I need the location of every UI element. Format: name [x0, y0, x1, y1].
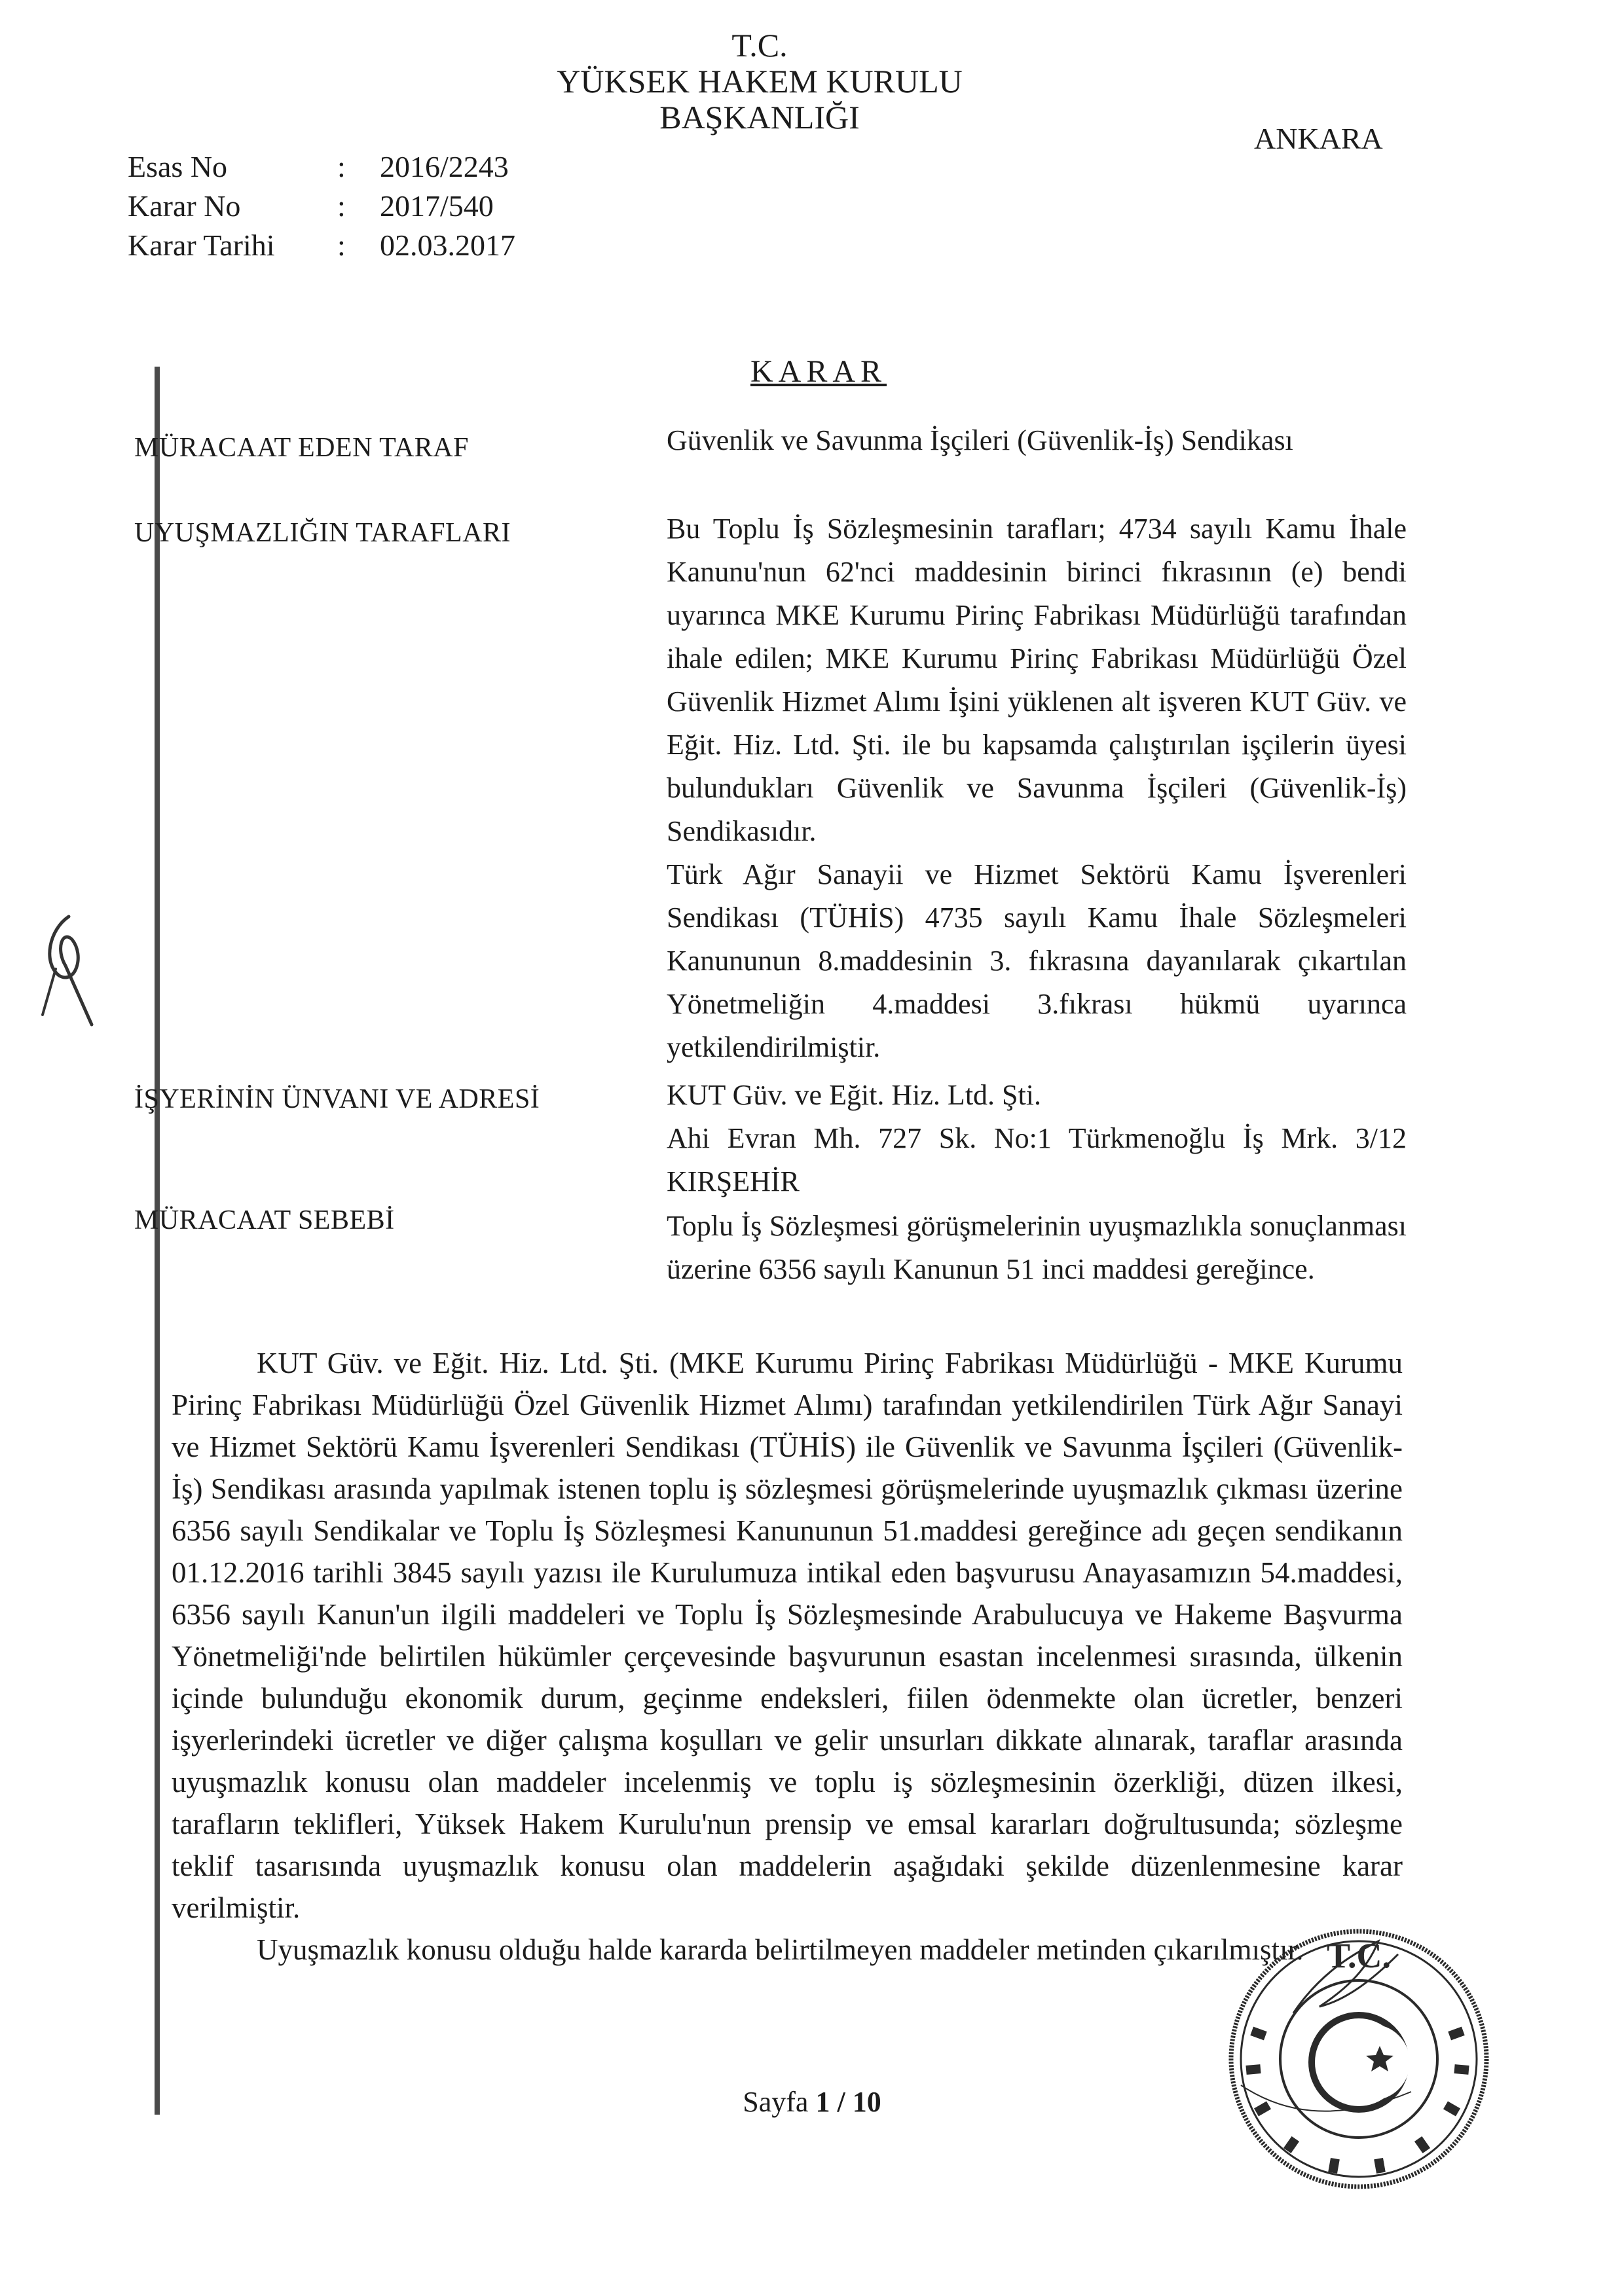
case-meta — [128, 147, 586, 278]
header-institution: YÜKSEK HAKEM KURULU — [557, 63, 963, 100]
esas-colon: : — [337, 150, 346, 183]
karar-label: Karar No — [128, 189, 241, 223]
parties-paragraph-1: Bu Toplu İş Sözleşmesinin tarafları; 4734 sayılı Kamu İhale Kanunu'nun 62'nci maddesinin birinci fıkrasının (e) bendi uyarınca MKE Kurumu Pirinç Fabrikası Müdürlüğü tarafından ihale edilen; MKE Kurumu Pirinç Fabrikası Müdürlüğü Özel Güvenlik Hizmet Alımı İşini yüklenen alt işveren KUT Güv. ve Eğit. Hiz. Ltd. Şti. ile bu kapsamda çalıştırılan işçilerin üyesi bulundukları Güvenlik ve Savunma İşçileri (Güvenlik-İş) Sendikasıdır. — [667, 513, 1407, 847]
esas-value: 2016/2243 — [380, 150, 509, 183]
tarih-colon: : — [337, 228, 346, 262]
tarih-row — [128, 226, 586, 265]
workplace-label: İŞYERİNİN ÜNVANI VE ADRESİ — [134, 1084, 540, 1114]
tarih-label: Karar Tarihi — [128, 228, 275, 262]
applicant-value — [667, 419, 1407, 462]
karar-row — [128, 187, 586, 226]
margin-bar — [155, 367, 160, 2115]
parties-value — [667, 507, 1407, 1069]
page-prefix: Sayfa — [743, 2086, 816, 2118]
esas-label: Esas No — [128, 150, 228, 183]
header-tc: T.C. — [731, 27, 788, 64]
workplace-value — [667, 1074, 1407, 1203]
reason-value — [667, 1205, 1407, 1291]
reason-label: MÜRACAAT SEBEBİ — [134, 1205, 395, 1235]
page-separator: / — [830, 2086, 853, 2118]
reason-text: Toplu İş Sözleşmesi görüşmelerinin uyuşmazlıkla sonuçlanması üzerine 6356 sayılı Kanunun 51 inci maddesi gereğince. — [667, 1210, 1407, 1285]
tarih-value: 02.03.2017 — [380, 228, 515, 262]
decision-body — [172, 1342, 1403, 1971]
decision-paragraph-1: KUT Güv. ve Eğit. Hiz. Ltd. Şti. (MKE Kurumu Pirinç Fabrikası Müdürlüğü - MKE Kurumu Pirinç Fabrikası Müdürlüğü Özel Güvenlik Hizmet Alımı) tarafından yetkilendirilen Türk Ağır Sanayi ve Hizmet Sektörü Kamu İşverenleri Sendikası (TÜHİS) ile Güvenlik ve Savunma İşçileri (Güvenlik-İş) Sendikası arasında yapılmak istenen toplu iş sözleşmesi görüşmelerinde uyuşmazlık çıkması üzerine 6356 sayılı Sendikalar ve Toplu İş Sözleşmesi Kanununun 51.maddesi gereğince adı geçen sendikanın 01.12.2016 tarihli 3845 sayılı yazısı ile Kurulumuza intikal eden başvurusu Anayasamızın 54.maddesi, 6356 sayılı Kanun'un ilgili maddeleri ve Toplu İş Sözleşmesinde Arabulucuya ve Hakeme Başvurma Yönetmeliği'nde belirtilen hükümler çerçevesinde başvurunun esastan incelenmesi sırasında, ülkenin içinde bulunduğu ekonomik durum, geçinme endeksleri, fiilen ödenmekte olan ücretler, benzeri işyerlerindeki ücretler ve diğer çalışma koşulları ve gelir unsurları dikkate alınarak, taraflar arasında uyuşmazlık konusu olan maddeler incelenmiş ve toplu iş sözleşmesinin özerkliği, düzen ilkesi, tarafların teklifleri, Yüksek Hakem Kurulu'nun prensip ve emsal kararları doğrultusunda; sözleşme teklif tasarısında uyuşmazlık konusu olan maddelerin aşağıdaki şekilde düzenlenmesine karar verilmiştir. — [172, 1347, 1403, 1924]
workplace-address: Ahi Evran Mh. 727 Sk. No:1 Türkmenoğlu İş Mrk. 3/12 KIRŞEHİR — [667, 1122, 1407, 1197]
karar-value: 2017/540 — [380, 189, 494, 223]
page-current: 1 — [815, 2086, 830, 2118]
handwritten-initial-icon — [29, 903, 101, 1034]
seal-text: T.C. — [1326, 1936, 1392, 1975]
page-total: 10 — [852, 2086, 881, 2118]
applicant-text: Güvenlik ve Savunma İşçileri (Güvenlik-İş) Sendikası — [667, 424, 1293, 456]
esas-row — [128, 147, 586, 187]
header-city: ANKARA — [1254, 122, 1383, 155]
decision-paragraph-2: Uyuşmazlık konusu olduğu halde kararda belirtilmeyen maddeler metinden çıkarılmıştır. — [257, 1933, 1304, 1966]
applicant-label: MÜRACAAT EDEN TARAF — [134, 433, 469, 463]
parties-label: UYUŞMAZLIĞIN TARAFLARI — [134, 518, 511, 548]
parties-paragraph-2: Türk Ağır Sanayii ve Hizmet Sektörü Kamu İşverenleri Sendikası (TÜHİS) 4735 sayılı Kamu İhale Sözleşmeleri Kanununun 8.maddesinin 3. fıkrasına dayanılarak çıkartılan Yönetmeliğin 4.maddesi 3.fıkrası hükmü uyarınca yetkilendirilmiştir. — [667, 858, 1407, 1063]
karar-colon: : — [337, 189, 346, 223]
workplace-name: KUT Güv. ve Eğit. Hiz. Ltd. Şti. — [667, 1079, 1041, 1111]
page-number — [688, 2085, 936, 2119]
document-title: KARAR — [750, 354, 887, 389]
official-seal-icon — [1215, 1915, 1503, 2203]
header-presidency: BAŞKANLIĞI — [659, 99, 860, 136]
